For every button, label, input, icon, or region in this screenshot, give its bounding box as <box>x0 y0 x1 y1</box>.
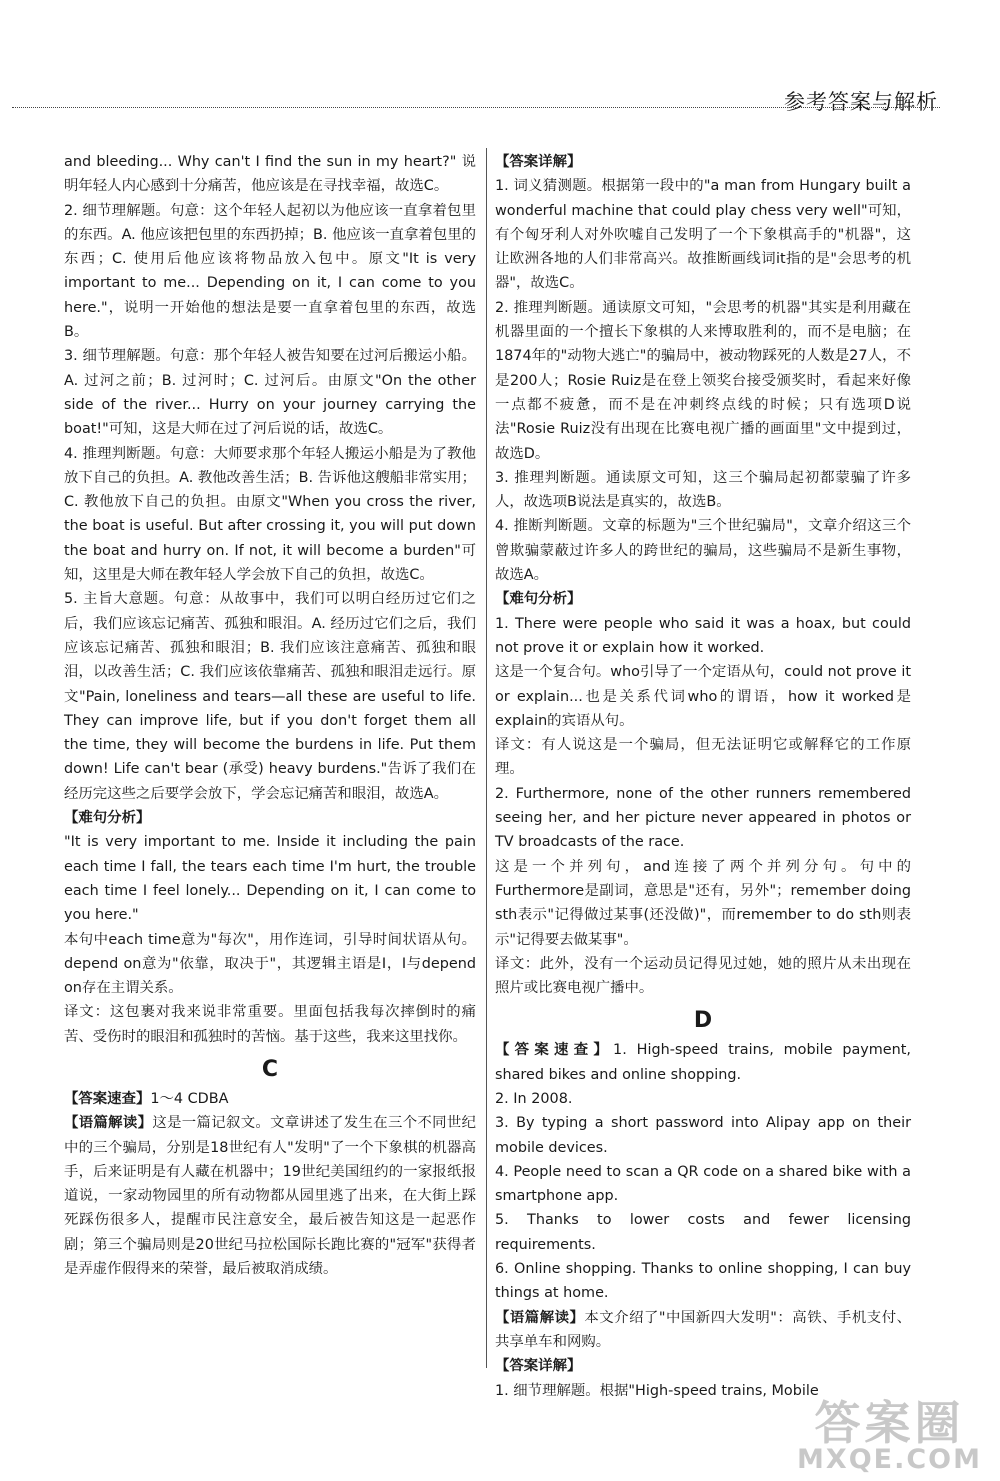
left-column <box>64 150 476 1281</box>
section-tag: 【语篇解读】 <box>495 1309 585 1326</box>
answer-paragraph: 1. 细节理解题。根据"High-speed trains, Mobile <box>495 1382 819 1399</box>
answer-paragraph: 2. 推理判断题。通读原文可知，"会思考的机器"其实是利用藏在机器里面的一个擅长下象棋的人来博取胜利的，而不是电脑；在1874年的"动物大逃亡"的骗局中，被动物踩死的人数是27人，不是200人；Rosie Ruiz是在登上领奖台接受颁奖时，看起来好像一点都不疲惫，而不是在冲刺终点线的时候；只有选项D说法"Rosie Ruiz没有出现在比赛电视广播的画面里"文中提到过，故选D。 <box>495 299 911 462</box>
site-watermark <box>797 1396 982 1475</box>
section-heading-c: C <box>261 1056 279 1082</box>
translation-paragraph: 译文：这包裹对我来说非常重要。里面包括我每次摔倒时的痛苦、受伤时的眼泪和孤独时的苦恼。基于这些，我来这里找你。 <box>64 1004 476 1045</box>
answer-item: 2. In 2008. <box>495 1090 573 1107</box>
answer-paragraph: 2. 细节理解题。句意：这个年轻人起初以为他应该一直拿着包里的东西。A. 他应该把包里的东西扔掉；B. 他应该一直拿着包里的东西；C. 使用后他应该将物品放入包中。原文"It is very important to me... Depending on it, I can come to you here."，说明一开始他的想法是要一直拿着包里的东西，故选B。 <box>64 202 476 341</box>
column-divider <box>486 148 487 1368</box>
answer-paragraph: 5. 主旨大意题。句意：从故事中，我们可以明白经历过它们之后，我们应该忘记痛苦、孤独和眼泪。A. 经历过它们之后，我们应该忘记痛苦、孤独和眼泪；B. 我们应该注意痛苦、孤独和眼泪，以改善生活；C. 我们应该依靠痛苦、孤独和眼泪走远行。原文"Pain, loneliness and tears—all these are useful to life. They can improve life, but if you don't forget them all the time, they will become the burdens in life. Put them down! Life can't bear (承受) heavy burdens."告诉了我们在经历完这些之后要学会放下，学会忘记痛苦和眼泪，故选A。 <box>64 591 476 802</box>
answer-item: 4. People need to scan a QR code on a shared bike with a smartphone app. <box>495 1163 911 1205</box>
answer-paragraph: 3. 推理判断题。通读原文可知，这三个骗局起初都蒙骗了许多人，故选项B说法是真实的，故选B。 <box>495 469 911 511</box>
answer-paragraph: 4. 推断判断题。文章的标题为"三个世纪骗局"，文章介绍这三个曾欺骗蒙蔽过许多人的跨世纪的骗局，这些骗局不是新生事物，故选A。 <box>495 518 911 584</box>
answer-item: 5. Thanks to lower costs and fewer licensing requirements. <box>495 1212 911 1253</box>
header-divider <box>12 107 940 108</box>
section-tag: 【答案速查】 <box>495 1042 614 1059</box>
right-column <box>495 150 911 1403</box>
section-tag: 【难句分析】 <box>495 591 582 608</box>
section-tag: 【答案速查】 <box>64 1090 151 1107</box>
summary-text: 本文介绍了"中国新四大发明"：高铁、手机支付、共享单车和网购。 <box>495 1309 911 1350</box>
section-tag: 【答案详解】 <box>495 154 582 170</box>
summary-text: 这是一篇记叙文。文章讲述了发生在三个不同世纪中的三个骗局，分别是18世纪有人"发明"了一个下象棋的机器高手，后来证明是有人藏在机器中；19世纪美国纽约的一家报纸报道说，一家动物园里的所有动物都从园里逃了出来，在大街上踩死踩伤很多人，提醒市民注意安全，最后被告知这是一起恶作剧；第三个骗局则是20世纪马拉松国际长跑比赛的"冠军"获得者是弄虚作假得来的荣誉，最后被取消成绩。 <box>64 1115 476 1278</box>
analysis-paragraph: 这是一个复合句。who引导了一个定语从句，could not prove it or explain...也是关系代词who的谓语，how it worked是explain的宾语从句。 <box>495 664 911 729</box>
watermark-logo-text: 答案圈 <box>814 1396 965 1450</box>
quote-paragraph: "It is very important to me. Inside it including the pain each time I fall, the tears each time I'm hurt, the trouble each time I feel lonely... Depending on it, I can come to you here." <box>64 834 476 924</box>
watermark-domain: MXQE.COM <box>797 1444 982 1475</box>
passage-summary <box>495 1306 911 1355</box>
quote-paragraph: 1. There were people who said it was a hoax, but could not prove it or explain how it worked. <box>495 615 911 656</box>
answer-key: 1～4 CDBA <box>150 1090 229 1107</box>
answer-paragraph: 3. 细节理解题。句意：那个年轻人被告知要在过河后搬运小船。A. 过河之前；B. 过河时；C. 过河后。由原文"On the other side of the river... Hurry on your journey carrying the boat!"可知，这是大师在过了河后说的话，故选C。 <box>64 348 476 438</box>
answer-key-line <box>495 1038 911 1087</box>
section-heading-d: D <box>693 1008 713 1034</box>
section-tag: 【语篇解读】 <box>64 1115 153 1132</box>
answer-paragraph: and bleeding... Why can't I find the sun in my heart?" 说明年轻人内心感到十分痛苦，他应该是在寻找幸福，故选C。 <box>64 154 476 195</box>
answer-paragraph: 4. 推理判断题。句意：大师要求那个年轻人搬运小船是为了教他放下自己的负担。A. 教他改善生活；B. 告诉他这艘船非常实用；C. 教他放下自己的负担。由原文"When you cross the river, the boat is useful. But after crossing it, you will put down the boat and hurry on. If not, it will become a burden"可知，这里是大师在教年轻人学会放下自己的负担，故选C。 <box>64 445 476 584</box>
page-header-title: 参考答案与解析 <box>784 90 938 114</box>
answer-key-line <box>64 1087 476 1111</box>
translation-paragraph: 译文：有人说这是一个骗局，但无法证明它或解释它的工作原理。 <box>495 737 911 778</box>
passage-summary <box>64 1111 476 1281</box>
analysis-paragraph: 本句中each time意为"每次"，用作连词，引导时间状语从句。depend on意为"依靠，取决于"，其逻辑主语是I，I与depend on存在主谓关系。 <box>64 931 476 997</box>
answer-item: 6. Online shopping. Thanks to online shopping, I can buy things at home. <box>495 1261 911 1302</box>
section-tag: 【难句分析】 <box>64 810 151 827</box>
translation-paragraph: 译文：此外，没有一个运动员记得见过她，她的照片从未出现在照片或比赛电视广播中。 <box>495 955 911 997</box>
answer-item: 1. High-speed trains, mobile payment, shared bikes and online shopping. <box>495 1042 911 1083</box>
section-tag: 【答案详解】 <box>495 1358 582 1375</box>
answer-paragraph: 1. 词义猜测题。根据第一段中的"a man from Hungary built a wonderful machine that could play chess very well"可知，有个匈牙利人对外吹嘘自己发明了一个下象棋高手的"机器"，这让欧洲各地的人们非常高兴。故推断画线词it指的是"会思考的机器"，故选C。 <box>495 178 911 292</box>
analysis-paragraph: 这是一个并列句，and连接了两个并列分句。句中的Furthermore是副词，意思是"还有，另外"；remember doing sth表示"记得做过某事(还没做)"，而remember to do sth则表示"记得要去做某事"。 <box>495 858 911 948</box>
quote-paragraph: 2. Furthermore, none of the other runners remembered seeing her, and her picture never appeared in photos or TV broadcasts of the race. <box>495 785 911 851</box>
answer-item: 3. By typing a short password into Alipay app on their mobile devices. <box>495 1115 911 1156</box>
